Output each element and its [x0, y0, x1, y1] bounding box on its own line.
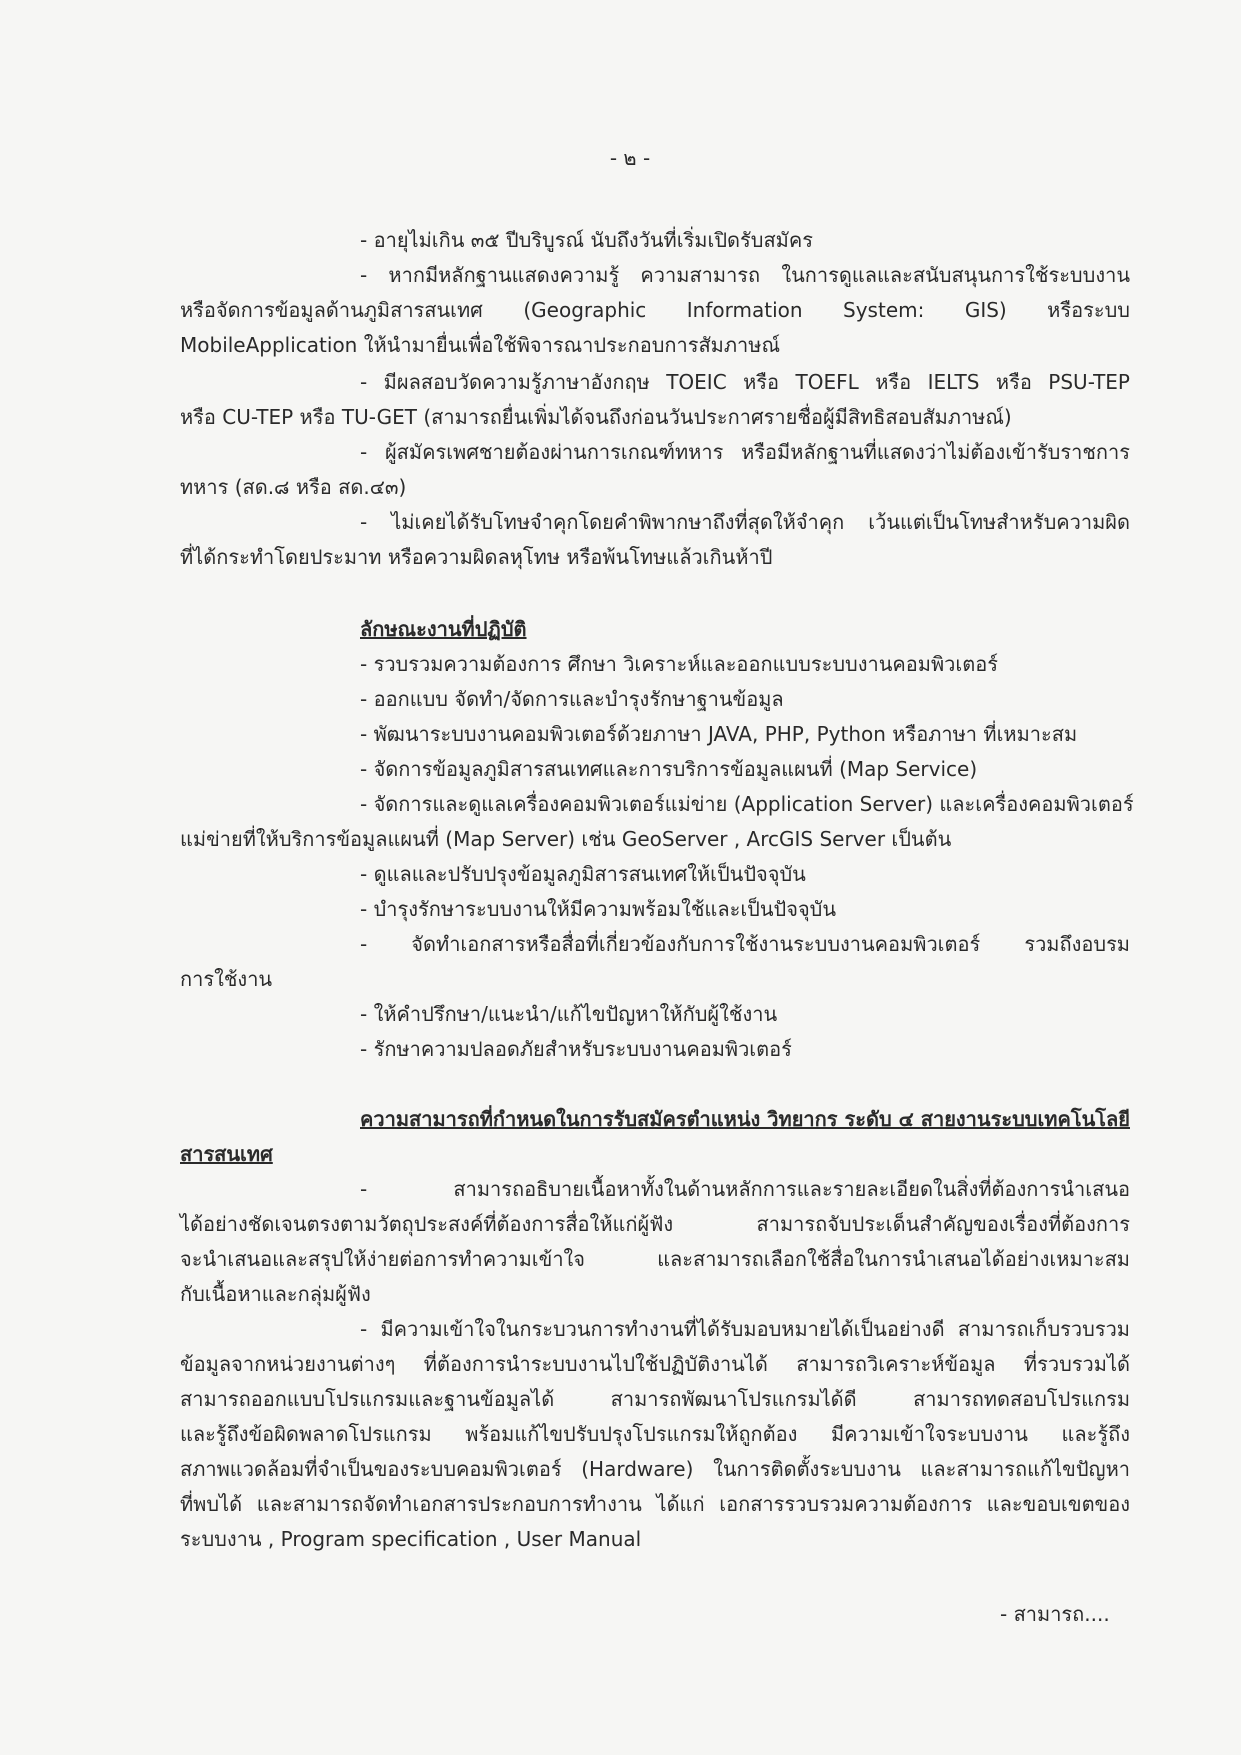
duty-line: - ให้คำปรึกษา/แนะนำ/แก้ไขปัญหาให้กับผู้ใช้งาน: [360, 1002, 778, 1026]
qualification-line: - อายุไม่เกิน ๓๕ ปีบริบูรณ์ นับถึงวันที่เริ่มเปิดรับสมัคร: [360, 228, 813, 252]
duty-line: - บำรุงรักษาระบบงานให้มีความพร้อมใช้และเป็นปัจจุบัน: [360, 897, 837, 921]
duty-line: - รวบรวมความต้องการ ศึกษา วิเคราะห์และออกแบบระบบงานคอมพิวเตอร์: [360, 652, 998, 676]
qualification-line: - หากมีหลักฐานแสดงความรู้ ความสามารถ ในการดูแลและสนับสนุนการใช้ระบบงาน: [360, 263, 1130, 287]
ability-line: จะนำเสนอและสรุปให้ง่ายต่อการทำความเข้าใจ และสามารถเลือกใช้สื่อในการนำเสนอได้อย่างเหมาะสม: [180, 1247, 1130, 1271]
qualification-line: - มีผลสอบวัดความรู้ภาษาอังกฤษ TOEIC หรือ TOEFL หรือ IELTS หรือ PSU-TEP: [360, 370, 1130, 394]
qualification-line: - ผู้สมัครเพศชายต้องผ่านการเกณฑ์ทหาร หรือมีหลักฐานที่แสดงว่าไม่ต้องเข้ารับราชการ: [360, 440, 1130, 464]
duty-line: - พัฒนาระบบงานคอมพิวเตอร์ด้วยภาษา JAVA, PHP, Python หรือภาษา ที่เหมาะสม: [360, 722, 1078, 746]
duty-line: - จัดการและดูแลเครื่องคอมพิวเตอร์แม่ข่าย (Application Server) และเครื่องคอมพิวเตอร์: [360, 792, 1134, 816]
qualification-line: หรือ CU-TEP หรือ TU-GET (สามารถยื่นเพิ่มได้จนถึงก่อนวันประกาศรายชื่อผู้มีสิทธิสอบสัมภาษณ์): [180, 405, 1012, 429]
ability-line: และรู้ถึงข้อผิดพลาดโปรแกรม พร้อมแก้ไขปรับปรุงโปรแกรมให้ถูกต้อง มีความเข้าใจระบบงาน และรู้ถึง: [180, 1422, 1130, 1446]
qualification-line: ที่ได้กระทำโดยประมาท หรือความผิดลหุโทษ หรือพ้นโทษแล้วเกินห้าปี: [180, 545, 773, 569]
duties-heading: ลักษณะงานที่ปฏิบัติ: [360, 617, 527, 641]
duty-line: - ดูแลและปรับปรุงข้อมูลภูมิสารสนเทศให้เป็นปัจจุบัน: [360, 862, 806, 886]
qualification-line: MobileApplication ให้นำมายื่นเพื่อใช้พิจารณาประกอบการสัมภาษณ์: [180, 333, 781, 357]
ability-heading: ความสามารถที่กำหนดในการรับสมัครตำแหน่ง วิทยากร ระดับ ๔ สายงานระบบเทคโนโลยี: [360, 1107, 1130, 1131]
ability-line: - สามารถอธิบายเนื้อหาทั้งในด้านหลักการและรายละเอียดในสิ่งที่ต้องการนำเสนอ: [360, 1177, 1130, 1201]
duty-line: - รักษาความปลอดภัยสำหรับระบบงานคอมพิวเตอร์: [360, 1037, 792, 1061]
continuation-note: - สามารถ....: [1000, 1602, 1110, 1626]
qualification-line: ทหาร (สด.๘ หรือ สด.๔๓): [180, 475, 407, 499]
page-number: - ๒ -: [609, 146, 651, 170]
ability-line: ได้อย่างชัดเจนตรงตามวัตถุประสงค์ที่ต้องการสื่อให้แก่ผู้ฟัง สามารถจับประเด็นสำคัญของเรื่องที่ต้องการ: [180, 1212, 1130, 1236]
ability-line: ข้อมูลจากหน่วยงานต่างๆ ที่ต้องการนำระบบงานไปใช้ปฏิบัติงานได้ สามารถวิเคราะห์ข้อมูล ที่รวบรวมได้: [180, 1352, 1130, 1376]
ability-heading: สารสนเทศ: [180, 1142, 273, 1166]
qualification-line: - ไม่เคยได้รับโทษจำคุกโดยคำพิพากษาถึงที่สุดให้จำคุก เว้นแต่เป็นโทษสำหรับความผิด: [360, 510, 1130, 534]
ability-line: ระบบงาน , Program specification , User Manual: [180, 1527, 642, 1551]
duty-line: - ออกแบบ จัดทำ/จัดการและบำรุงรักษาฐานข้อมูล: [360, 687, 784, 711]
duty-line: แม่ข่ายที่ให้บริการข้อมูลแผนที่ (Map Server) เช่น GeoServer , ArcGIS Server เป็นต้น: [180, 827, 952, 851]
ability-line: สามารถออกแบบโปรแกรมและฐานข้อมูลได้ สามารถพัฒนาโปรแกรมได้ดี สามารถทดสอบโปรแกรม: [180, 1387, 1130, 1411]
qualification-line: หรือจัดการข้อมูลด้านภูมิสารสนเทศ (Geographic Information System: GIS) หรือระบบ: [180, 298, 1130, 322]
ability-line: สภาพแวดล้อมที่จำเป็นของระบบคอมพิวเตอร์ (Hardware) ในการติดตั้งระบบงาน และสามารถแก้ไขปัญหา: [180, 1457, 1130, 1481]
ability-line: ที่พบได้ และสามารถจัดทำเอกสารประกอบการทำงาน ได้แก่ เอกสารรวบรวมความต้องการ และขอบเขตของ: [180, 1492, 1130, 1516]
duty-line: - จัดการข้อมูลภูมิสารสนเทศและการบริการข้อมูลแผนที่ (Map Service): [360, 757, 978, 781]
ability-line: - มีความเข้าใจในกระบวนการทำงานที่ได้รับมอบหมายได้เป็นอย่างดี สามารถเก็บรวบรวม: [360, 1317, 1130, 1341]
ability-line: กับเนื้อหาและกลุ่มผู้ฟัง: [180, 1282, 371, 1306]
duty-line: การใช้งาน: [180, 967, 273, 991]
duty-line: - จัดทำเอกสารหรือสื่อที่เกี่ยวข้องกับการใช้งานระบบงานคอมพิวเตอร์ รวมถึงอบรม: [360, 932, 1130, 956]
